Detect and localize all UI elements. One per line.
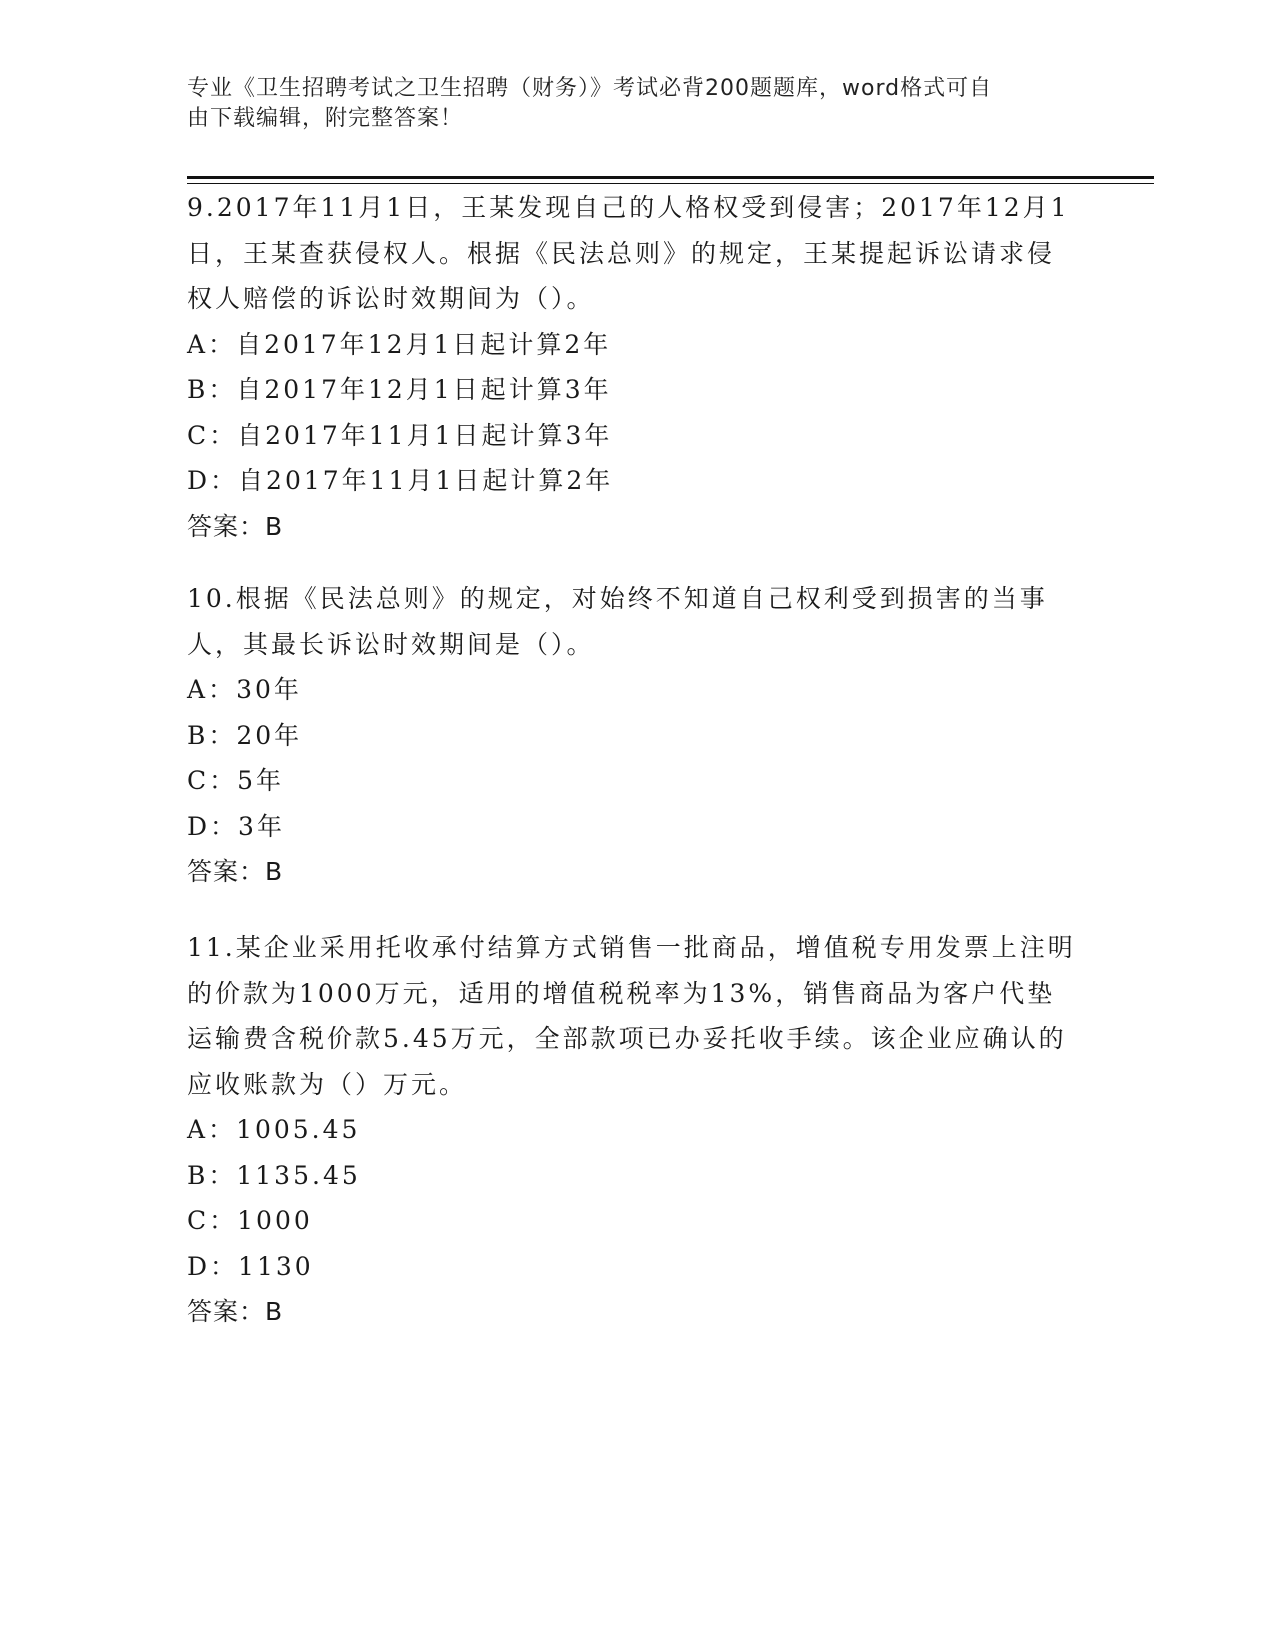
header-divider-thick: [187, 176, 1154, 179]
option-key: C：: [187, 1206, 238, 1235]
question-stem: 11.某企业采用托收承付结算方式销售一批商品，增值税专用发票上注明的价款为1000万元，适用的增值税税率为13%，销售商品为客户代垫运输费含税价款5.45万元，全部款项已办妥托收手续。该企业应确认的应收账款为（）万元。: [187, 933, 1076, 1099]
option-text: 5年: [237, 766, 285, 795]
option-text: 自2017年11月1日起计算2年: [238, 466, 614, 495]
option-key: D：: [187, 466, 239, 495]
answer-option: [187, 458, 1077, 504]
option-text: 自2017年12月1日起计算3年: [236, 375, 612, 404]
option-text: 1005.45: [236, 1115, 361, 1144]
answer-option: [187, 1153, 1077, 1199]
answer-option: [187, 713, 1077, 759]
question-stem: 10.根据《民法总则》的规定，对始终不知道自己权利受到损害的当事人，其最长诉讼时效期间是（）。: [187, 584, 1048, 659]
option-key: D：: [187, 1251, 239, 1281]
option-text: 20年: [236, 720, 303, 750]
answer-option: [187, 1198, 1077, 1244]
question-stem: 9.2017年11月1日，王某发现自己的人格权受到侵害；2017年12月1日，王某查获侵权人。根据《民法总则》的规定，王某提起诉讼请求侵权人赔偿的诉讼时效期间为（）。: [187, 193, 1070, 313]
header-divider-thin: [187, 183, 1154, 184]
header-title-line-2: 由下载编辑，附完整答案！: [187, 106, 464, 131]
answer-option: [187, 758, 1077, 804]
answer-line: 答案：B: [187, 1297, 284, 1326]
answer-line: 答案：B: [187, 857, 284, 886]
option-key: A：: [187, 675, 237, 704]
answer-option: [187, 322, 1077, 368]
option-text: 30年: [236, 675, 302, 704]
answer-option: [187, 413, 1077, 459]
option-text: 1000: [237, 1206, 313, 1235]
option-key: C：: [187, 420, 238, 450]
document-header: [187, 74, 1067, 134]
answer-option: [187, 1107, 1077, 1153]
question-block: [187, 576, 1077, 895]
option-text: 自2017年12月1日起计算2年: [236, 329, 612, 359]
option-key: B：: [187, 720, 237, 750]
answer-option: [187, 367, 1077, 413]
option-key: C：: [187, 766, 238, 795]
option-key: B：: [187, 1160, 237, 1190]
question-block: [187, 185, 1077, 549]
answer-option: [187, 667, 1077, 713]
answer-option: [187, 804, 1077, 850]
option-key: A：: [187, 329, 237, 359]
question-block: [187, 925, 1077, 1335]
option-key: A：: [187, 1115, 237, 1144]
option-key: B：: [187, 375, 237, 404]
option-text: 1130: [238, 1251, 314, 1281]
header-title-line-1: 专业《卫生招聘考试之卫生招聘（财务）》考试必背200题题库，word格式可自: [187, 76, 993, 101]
option-text: 1135.45: [236, 1160, 361, 1190]
option-text: 3年: [238, 811, 285, 841]
answer-option: [187, 1244, 1077, 1290]
option-text: 自2017年11月1日起计算3年: [237, 420, 613, 450]
option-key: D：: [187, 811, 239, 841]
answer-line: 答案：B: [187, 511, 284, 541]
